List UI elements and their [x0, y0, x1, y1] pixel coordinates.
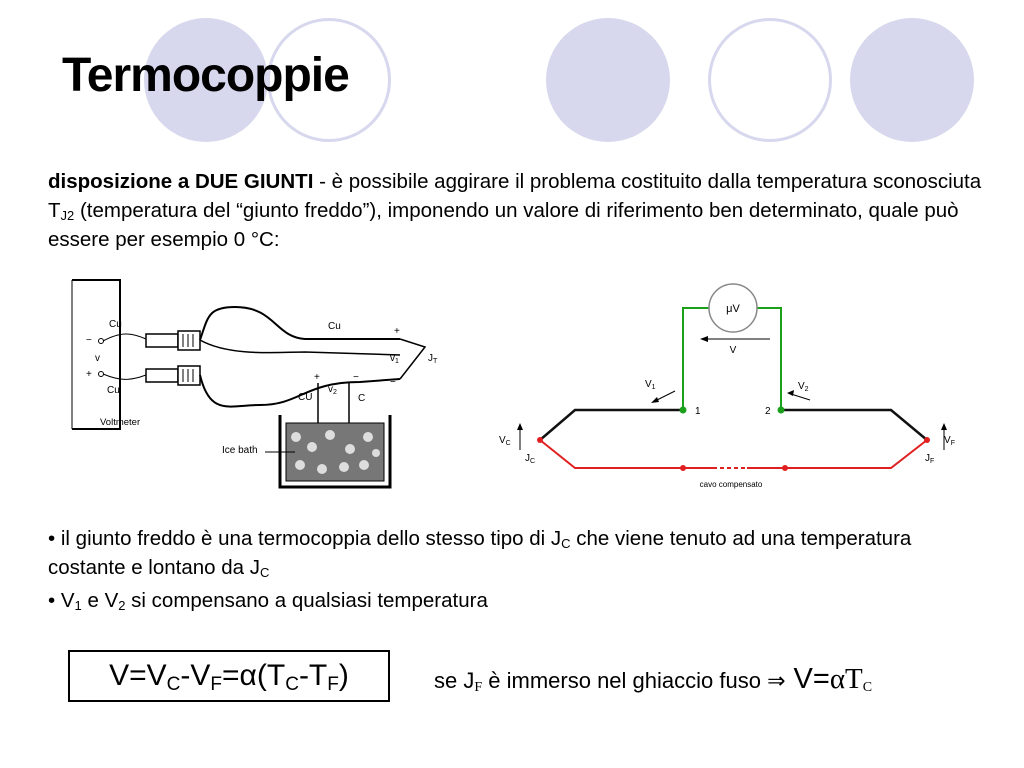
node-1-label: 1: [695, 406, 701, 417]
bullet-2-sub-2: 2: [118, 598, 126, 613]
formula-sub-f2: F: [327, 674, 339, 695]
vf-label: $V_F$: [944, 435, 955, 447]
formula-sub-f: F: [210, 674, 223, 695]
vc-label: $V_C$: [499, 435, 511, 447]
bullet-2-text-c: si compensano a qualsiasi temperatura: [125, 589, 488, 612]
node-1-dot: [680, 407, 687, 414]
note-part-a: se J: [434, 668, 475, 693]
intro-text-2: (temperatura del “giunto freddo”), imponendo un valore di riferimento ben determinato, quale può essere per esempio 0 °C:: [48, 199, 959, 251]
jt-label: $J_T$: [428, 353, 438, 365]
deco-circle-4: [708, 18, 832, 142]
v1-label: $V_1$: [645, 379, 656, 391]
note-part-c: V=: [785, 663, 830, 695]
formula-part-a: V=V: [109, 659, 167, 692]
formula-sub-c: C: [166, 674, 181, 695]
c-lead-label: C: [358, 393, 366, 404]
bullet-1: [48, 524, 988, 582]
intro-text-1: - è possibile aggirare il problema costituito dalla temperatura sconosciuta T: [48, 170, 982, 222]
v-arrow-label: V: [729, 345, 737, 356]
formula-box: [68, 650, 390, 702]
bullet-2: [48, 586, 988, 615]
v1-label: $v_1$: [390, 353, 399, 365]
page-title: Termocoppie: [62, 49, 349, 102]
implies-icon: ⇒: [767, 668, 786, 693]
node-2-label: 2: [765, 406, 771, 417]
note-part-d: αT: [829, 663, 863, 695]
minus-top-label: −: [86, 335, 92, 346]
ice-note: [434, 663, 872, 697]
plus-bottom-label: +: [86, 369, 92, 380]
jf-dot: [924, 437, 930, 443]
jc-label: $J_C$: [525, 453, 536, 465]
plus-2-label: +: [314, 372, 320, 383]
note-sub-f: F: [474, 680, 483, 695]
cu-wire-label: Cu: [328, 321, 341, 332]
meter-label: μV: [726, 303, 740, 315]
voltmeter-label: Voltmeter: [100, 417, 141, 428]
bullet-2-text-b: e V: [81, 589, 119, 612]
cu-top-label: Cu: [109, 319, 122, 330]
jc-dot: [537, 437, 543, 443]
bullet-1-text-a: • il giunto freddo è una termocoppia dello stesso tipo di J: [48, 527, 562, 550]
formula-part-e: ): [338, 659, 349, 692]
bullet-2-text-a: • V: [48, 589, 75, 612]
intro-sub-j2: J2: [60, 208, 75, 223]
jf-label: $J_F$: [925, 453, 935, 465]
cavo-label: cavo compensato: [699, 480, 763, 489]
v2-label: $V_2$: [798, 381, 809, 393]
formula-part-d: -T: [298, 659, 328, 692]
v-small-label: v: [95, 353, 100, 364]
formula-part-b: -V: [180, 659, 211, 692]
deco-circle-5: [850, 18, 974, 142]
minus-2-label: −: [353, 372, 359, 383]
formula-part-c: =α(T: [222, 659, 286, 692]
bullet-1-sub-2: C: [260, 565, 270, 580]
plus-1-label: +: [394, 326, 400, 337]
intro-bold: disposizione a DUE GIUNTI: [48, 170, 314, 193]
ice-bath-label: Ice bath: [222, 445, 258, 456]
bullet-1-sub: C: [561, 536, 571, 551]
voltmeter-ice-bath-figure: [60, 277, 440, 505]
minus-1-label: −: [390, 377, 396, 388]
cu-bottom-label: Cu: [107, 385, 120, 396]
note-sub-c: C: [862, 680, 873, 695]
v2-label: $v_2$: [328, 384, 337, 396]
formula-sub-c2: C: [285, 674, 299, 695]
note-part-b: è immerso nel ghiaccio fuso: [482, 668, 768, 693]
node-2-dot: [778, 407, 785, 414]
circuit-diagram: [495, 280, 955, 495]
bullet-1-text-b: che viene tenuto ad una temperatura costante e lontano da J: [48, 527, 912, 579]
deco-circle-3: [546, 18, 670, 142]
intro-paragraph: [48, 167, 988, 254]
bullet-2-sub-1: 1: [74, 598, 82, 613]
cu-lead-label: CU: [298, 392, 313, 403]
